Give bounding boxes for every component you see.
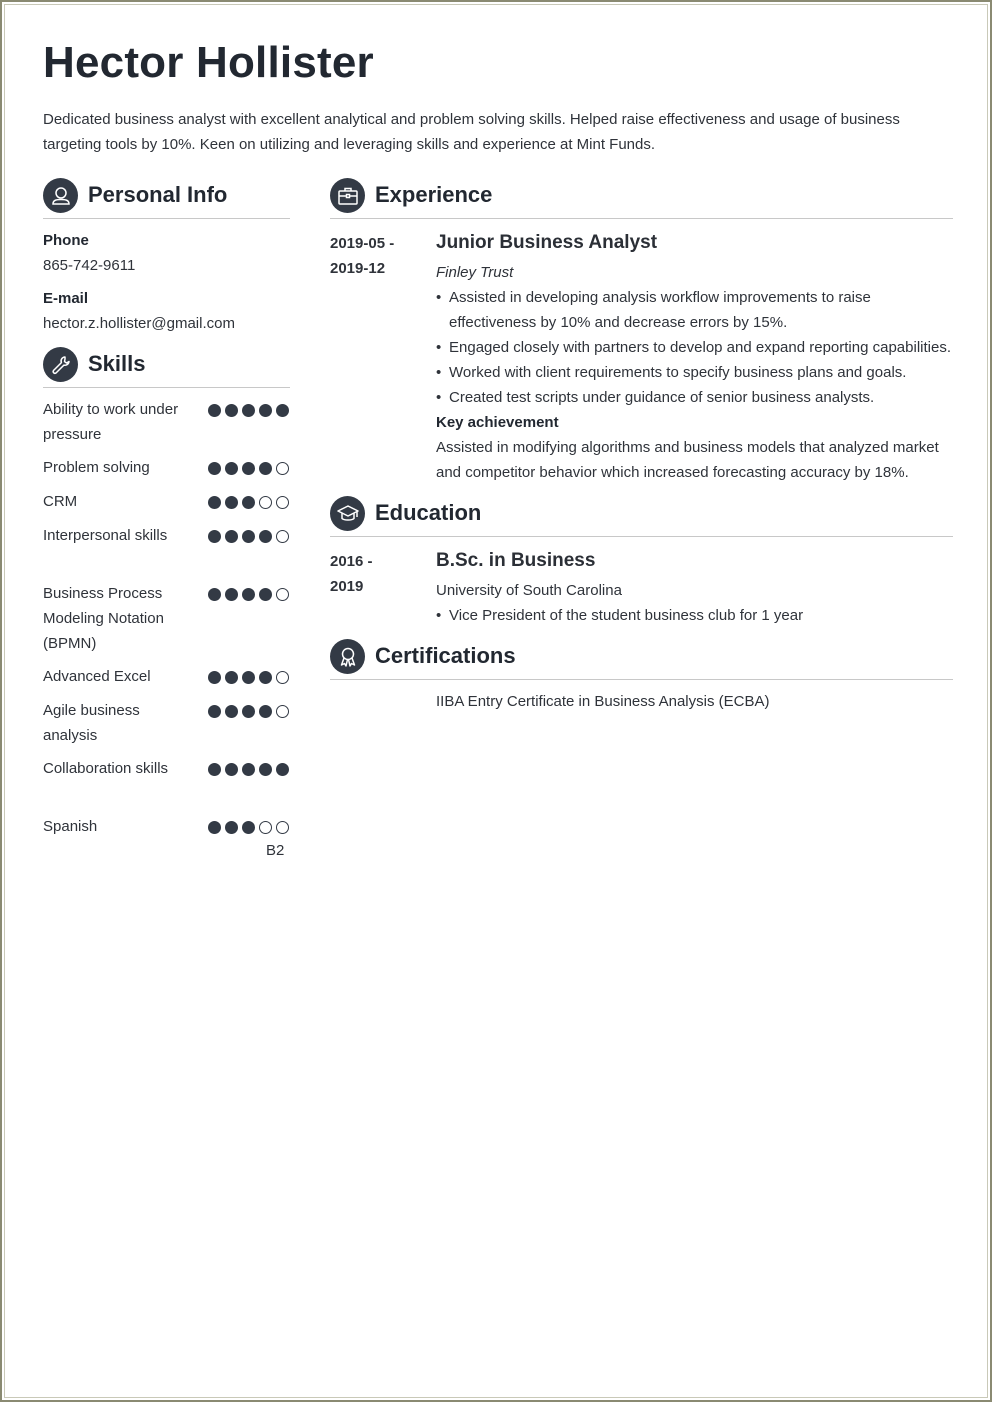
rating-dot-empty xyxy=(276,588,289,601)
rating-dot-filled xyxy=(242,404,255,417)
phone-label: Phone xyxy=(43,232,89,249)
job-company: Finley Trust xyxy=(436,264,514,281)
skill-rating xyxy=(208,588,289,601)
rating-dot-filled xyxy=(259,705,272,718)
rating-dot-empty xyxy=(259,821,272,834)
rating-dot-filled xyxy=(259,763,272,776)
job-bullet: • Assisted in developing analysis workflow improvements to raise effectiveness by 10% and decrease errors by 15%. xyxy=(436,285,956,335)
skill-name: Collaboration skills xyxy=(43,760,169,777)
rating-dot-filled xyxy=(276,404,289,417)
rating-dot-filled xyxy=(242,530,255,543)
rating-dot-filled xyxy=(208,705,221,718)
rating-dot-filled xyxy=(225,496,238,509)
education-header xyxy=(330,496,953,537)
rating-dot-filled xyxy=(225,671,238,684)
skill-level-note: B2 xyxy=(266,842,285,859)
job-date-end: 2019-12 xyxy=(330,260,386,277)
rating-dot-empty xyxy=(259,496,272,509)
skill-rating xyxy=(208,763,289,776)
edu-degree: B.Sc. in Business xyxy=(436,550,596,571)
experience-header xyxy=(330,178,953,219)
rating-dot-empty xyxy=(276,671,289,684)
rating-dot-filled xyxy=(225,404,238,417)
skill-name: Spanish xyxy=(43,818,98,835)
rating-dot-filled xyxy=(208,763,221,776)
rating-dot-filled xyxy=(242,821,255,834)
job-bullet: • Engaged closely with partners to develop and expand reporting capabilities. xyxy=(436,335,956,360)
rating-dot-filled xyxy=(225,705,238,718)
personal-info-title: Personal Info xyxy=(88,182,228,207)
job-bullet: • Worked with client requirements to specify business plans and goals. xyxy=(436,360,956,385)
job-date-start: 2019-05 - xyxy=(330,235,395,252)
rating-dot-filled xyxy=(259,462,272,475)
rating-dot-filled xyxy=(208,588,221,601)
rating-dot-filled xyxy=(259,530,272,543)
rating-dot-filled xyxy=(208,462,221,475)
rating-dot-empty xyxy=(276,462,289,475)
person-icon xyxy=(43,178,78,213)
rating-dot-filled xyxy=(225,588,238,601)
certifications-header xyxy=(330,639,953,680)
skill-rating xyxy=(208,496,289,509)
rating-dot-filled xyxy=(242,671,255,684)
professional-summary: Dedicated business analyst with excellent analytical and problem solving skills. Helped raise effectiveness and usage of business targeting tools by 10%. Keen on utilizing and leveraging skills and experience at Mint Funds. xyxy=(43,111,900,153)
email-label: E-mail xyxy=(43,290,89,307)
skill-name: Business Process Modeling Notation (BPMN) xyxy=(43,585,164,652)
rating-dot-filled xyxy=(242,588,255,601)
personal-info-header xyxy=(43,178,290,219)
job-bullet: • Created test scripts under guidance of senior business analysts. xyxy=(436,385,956,410)
rating-dot-empty xyxy=(276,821,289,834)
rating-dot-filled xyxy=(208,496,221,509)
skill-rating xyxy=(208,821,289,834)
award-ribbon-icon xyxy=(330,639,365,674)
rating-dot-filled xyxy=(242,462,255,475)
rating-dot-empty xyxy=(276,705,289,718)
rating-dot-filled xyxy=(259,404,272,417)
skill-name: Ability to work under pressure xyxy=(43,401,179,443)
graduation-cap-icon xyxy=(330,496,365,531)
certifications-title: Certifications xyxy=(375,643,516,668)
skill-name: CRM xyxy=(43,493,78,510)
skills-title: Skills xyxy=(88,351,146,376)
rating-dot-filled xyxy=(259,671,272,684)
education-title: Education xyxy=(375,500,482,525)
rating-dot-empty xyxy=(276,496,289,509)
rating-dot-filled xyxy=(225,763,238,776)
job-title: Junior Business Analyst xyxy=(436,232,658,253)
rating-dot-filled xyxy=(259,588,272,601)
rating-dot-filled xyxy=(208,404,221,417)
certification-item: IIBA Entry Certificate in Business Analysis (ECBA) xyxy=(436,693,770,710)
rating-dot-filled xyxy=(208,671,221,684)
key-achievement-label: Key achievement xyxy=(436,414,559,431)
phone-value[interactable]: 865-742-9611 xyxy=(43,257,136,274)
rating-dot-filled xyxy=(208,821,221,834)
rating-dot-filled xyxy=(208,530,221,543)
rating-dot-filled xyxy=(225,821,238,834)
skill-rating xyxy=(208,671,289,684)
skill-rating xyxy=(208,462,289,475)
edu-school: University of South Carolina xyxy=(436,582,622,599)
skill-rating xyxy=(208,404,289,417)
rating-dot-filled xyxy=(242,705,255,718)
briefcase-icon xyxy=(330,178,365,213)
skill-name: Agile business analysis xyxy=(43,702,140,744)
experience-title: Experience xyxy=(375,182,493,207)
rating-dot-filled xyxy=(225,530,238,543)
key-achievement-text: Assisted in modifying algorithms and business models that analyzed market and competitor behavior which increased forecasting accuracy by 18%. xyxy=(436,439,939,481)
candidate-name: Hector Hollister xyxy=(43,38,374,87)
wrench-icon xyxy=(43,347,78,382)
rating-dot-filled xyxy=(225,462,238,475)
edu-date-end: 2019 xyxy=(330,578,364,595)
edu-date-start: 2016 - xyxy=(330,553,373,570)
skill-rating xyxy=(208,705,289,718)
skill-rating xyxy=(208,530,289,543)
skills-header xyxy=(43,347,290,388)
email-value[interactable]: hector.z.hollister@gmail.com xyxy=(43,315,235,332)
skill-name: Problem solving xyxy=(43,459,150,476)
rating-dot-filled xyxy=(242,496,255,509)
skill-name: Interpersonal skills xyxy=(43,527,168,544)
rating-dot-filled xyxy=(242,763,255,776)
rating-dot-empty xyxy=(276,530,289,543)
rating-dot-filled xyxy=(276,763,289,776)
edu-bullet: • Vice President of the student business club for 1 year xyxy=(436,603,956,628)
skill-name: Advanced Excel xyxy=(43,668,151,685)
